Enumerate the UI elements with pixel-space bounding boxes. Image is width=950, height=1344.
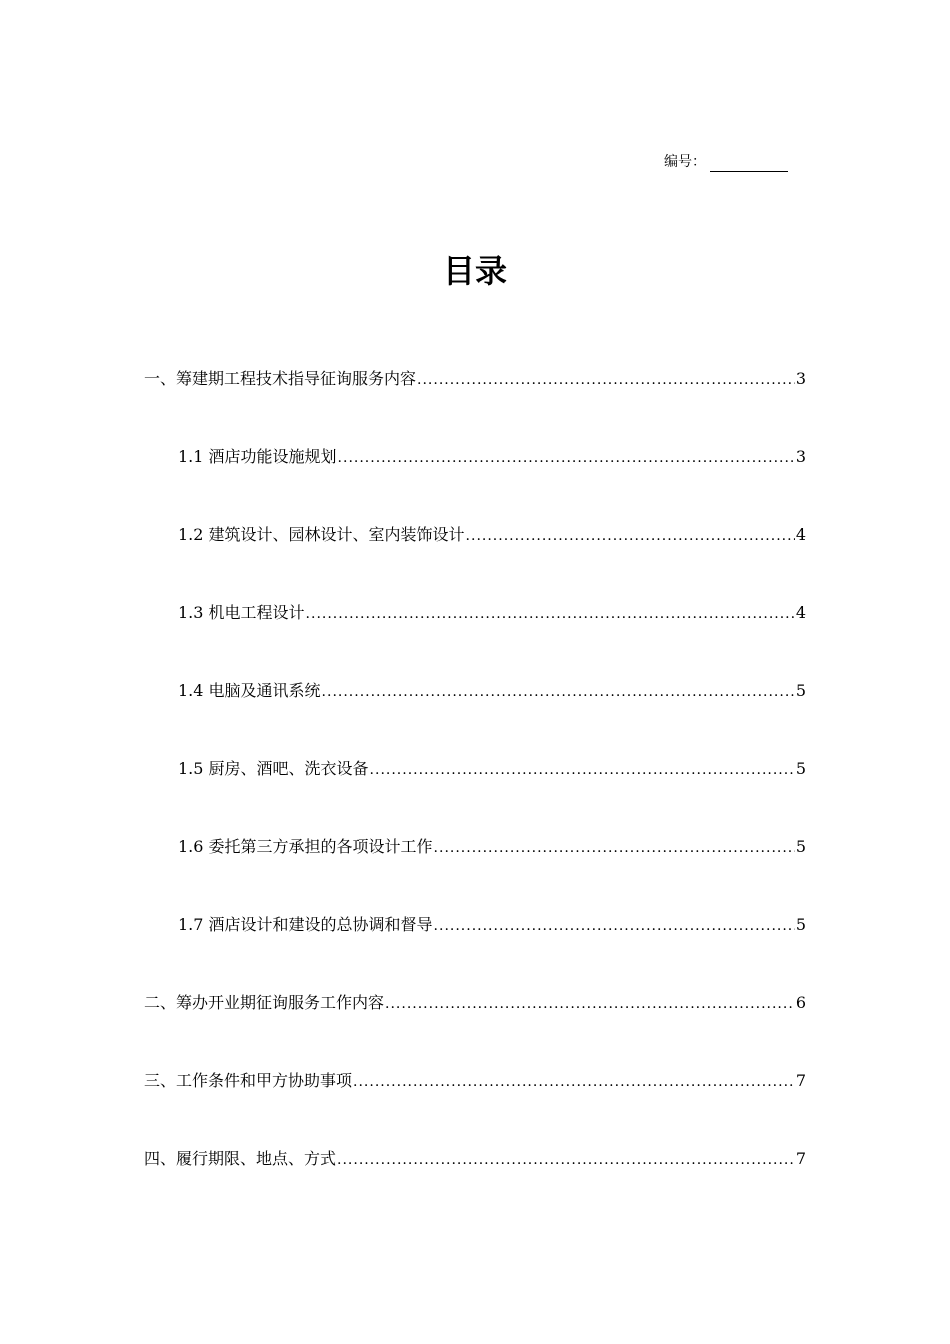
toc-entry-text: 1.2 建筑设计、园林设计、室内装饰设计 bbox=[178, 525, 465, 544]
toc-entry[interactable] bbox=[144, 1068, 806, 1094]
toc-entry[interactable] bbox=[178, 756, 806, 782]
toc-entry[interactable] bbox=[178, 834, 806, 860]
toc-entry-text: 1.1 酒店功能设施规划 bbox=[178, 447, 337, 466]
toc-entry[interactable] bbox=[178, 678, 806, 704]
toc-entry[interactable] bbox=[144, 366, 806, 392]
toc-leader-dots bbox=[466, 523, 795, 549]
toc-entry-text: 二、筹办开业期征询服务工作内容 bbox=[144, 993, 385, 1012]
document-number-label: 编号： bbox=[664, 154, 706, 170]
document-number-field bbox=[664, 152, 788, 172]
toc-page-number: 4 bbox=[795, 603, 806, 622]
toc-leader-dots bbox=[434, 835, 795, 861]
toc-entry-text: 四、履行期限、地点、方式 bbox=[144, 1149, 337, 1168]
toc-entry[interactable] bbox=[178, 912, 806, 938]
toc-page-number: 5 bbox=[795, 681, 806, 700]
toc-entry[interactable] bbox=[144, 990, 806, 1016]
toc-leader-dots bbox=[417, 367, 795, 393]
toc-entry-text: 三、工作条件和甲方协助事项 bbox=[144, 1071, 353, 1090]
toc-page-number: 6 bbox=[795, 993, 806, 1012]
toc-entry-text: 1.5 厨房、酒吧、洗衣设备 bbox=[178, 759, 369, 778]
toc-page-number: 5 bbox=[795, 915, 806, 934]
toc-leader-dots bbox=[370, 757, 795, 783]
toc-leader-dots bbox=[337, 1147, 795, 1173]
toc-page-number: 7 bbox=[795, 1149, 806, 1168]
toc-leader-dots bbox=[306, 601, 795, 627]
toc-leader-dots bbox=[434, 913, 795, 939]
toc-leader-dots bbox=[322, 679, 795, 705]
toc-entry[interactable] bbox=[144, 1146, 806, 1172]
toc-entry[interactable] bbox=[178, 444, 806, 470]
toc-leader-dots bbox=[353, 1069, 795, 1095]
toc-entry-text: 一、筹建期工程技术指导征询服务内容 bbox=[144, 369, 417, 388]
document-number-blank[interactable] bbox=[710, 156, 788, 172]
toc-entry-text: 1.3 机电工程设计 bbox=[178, 603, 305, 622]
toc-page-number: 5 bbox=[795, 759, 806, 778]
toc-page-number: 5 bbox=[795, 837, 806, 856]
toc-page-number: 7 bbox=[795, 1071, 806, 1090]
toc-page-number: 4 bbox=[795, 525, 806, 544]
toc-page-number: 3 bbox=[795, 369, 806, 388]
toc-entry-text: 1.7 酒店设计和建设的总协调和督导 bbox=[178, 915, 433, 934]
toc-leader-dots bbox=[338, 445, 795, 471]
toc-entry-text: 1.4 电脑及通讯系统 bbox=[178, 681, 321, 700]
toc-leader-dots bbox=[385, 991, 795, 1017]
toc-entry-text: 1.6 委托第三方承担的各项设计工作 bbox=[178, 837, 433, 856]
toc-title: 目录 bbox=[442, 252, 507, 290]
toc-entry[interactable] bbox=[178, 522, 806, 548]
toc-page-number: 3 bbox=[795, 447, 806, 466]
toc-entry[interactable] bbox=[178, 600, 806, 626]
